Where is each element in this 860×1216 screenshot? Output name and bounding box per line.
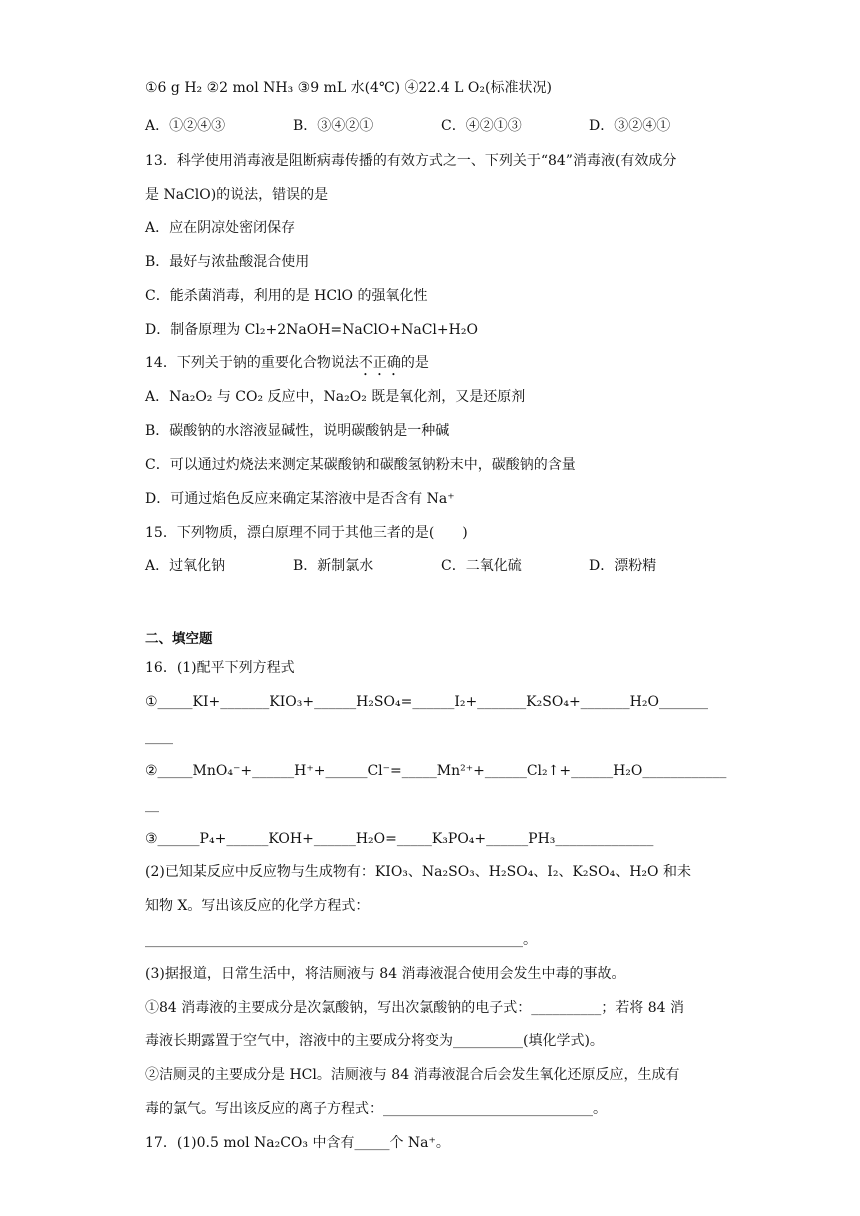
q13-option-a[interactable]: A．应在阴凉处密闭保存	[145, 220, 296, 236]
q13-stem-line2: 是 NaClO)的说法，错误的是	[145, 187, 329, 203]
q16-equation-1: ①_____KI+_______KIO₃+______H₂SO₄=______I₂+_______K₂SO₄+_______H₂O_______	[145, 694, 708, 710]
q14-option-d[interactable]: D．可通过焰色反应来确定某溶液中是否含有 Na⁺	[145, 491, 455, 507]
q13-stem-line1: 13．科学使用消毒液是阻断病毒传播的有效方式之一、下列关于“84”消毒液(有效成分	[145, 153, 677, 169]
q16-part3-b-line2: 毒的氯气。写出该反应的离子方程式：______________________________。	[145, 1101, 607, 1117]
q12-option-d[interactable]: D．③②④①	[589, 118, 671, 134]
q16-part2-line2: 知物 X。写出该反应的化学方程式：	[145, 898, 370, 914]
q16-part3-line1: (3)据报道，日常生活中，将洁厕液与 84 消毒液混合使用会发生中毒的事故。	[145, 966, 626, 982]
q14-stem-post: 的是	[400, 355, 429, 371]
section-heading-fill-in: 二、填空题	[145, 631, 213, 647]
q14-option-c[interactable]: C．可以通过灼烧法来测定某碳酸钠和碳酸氢钠粉末中，碳酸钠的含量	[145, 457, 576, 473]
q12-option-b[interactable]: B．③④②①	[293, 118, 374, 134]
q14-stem-emphasis: 不正确	[358, 355, 401, 371]
q13-option-b[interactable]: B．最好与浓盐酸混合使用	[145, 254, 310, 270]
q15-option-d[interactable]: D．漂粉精	[589, 558, 657, 574]
q17-line1: 17．(1)0.5 mol Na₂CO₃ 中含有_____个 Na⁺。	[145, 1135, 450, 1151]
q16-equation-3: ③______P₄+______KOH+______H₂O=_____K₃PO₄+______PH₃______________	[145, 831, 654, 847]
q16-equation-1-cont: ____	[145, 729, 173, 745]
q12-option-a[interactable]: A．①②④③	[145, 118, 226, 134]
q15-options	[145, 556, 705, 576]
q12-items: ①6 g H₂ ②2 mol NH₃ ③9 mL 水(4℃) ④22.4 L O₂(标准状况)	[145, 80, 552, 96]
q14-stem	[145, 353, 429, 379]
q16-part2-line1: (2)已知某反应中反应物与生成物有：KIO₃、Na₂SO₃、H₂SO₄、I₂、K₂SO₄、H₂O 和未	[145, 864, 691, 880]
q15-option-c[interactable]: C．二氧化硫	[441, 558, 522, 574]
q16-title: 16．(1)配平下列方程式	[145, 660, 295, 676]
q12-option-c[interactable]: C．④②①③	[441, 118, 522, 134]
q14-stem-pre: 14．下列关于钠的重要化合物说法	[145, 355, 359, 371]
q12-options	[145, 116, 705, 136]
q14-option-b[interactable]: B．碳酸钠的水溶液显碱性，说明碳酸钠是一种碱	[145, 423, 450, 439]
q13-option-d[interactable]: D．制备原理为 Cl₂+2NaOH=NaClO+NaCl+H₂O	[145, 322, 478, 338]
q16-part3-a-line1: ①84 消毒液的主要成分是次氯酸钠，写出次氯酸钠的电子式：__________；若将 84 消	[145, 1000, 684, 1016]
q16-part3-a-line2: 毒液长期露置于空气中，溶液中的主要成分将变为__________(填化学式)。	[145, 1033, 604, 1049]
q15-stem: 15．下列物质，漂白原理不同于其他三者的是( )	[145, 525, 468, 541]
q16-part2-answer-blank[interactable]: ______________________________________________________。	[145, 932, 537, 948]
q14-option-a[interactable]: A．Na₂O₂ 与 CO₂ 反应中，Na₂O₂ 既是氧化剂，又是还原剂	[145, 389, 526, 405]
q16-part3-b-line1: ②洁厕灵的主要成分是 HCl。洁厕液与 84 消毒液混合后会发生氧化还原反应，生成有	[145, 1067, 680, 1083]
q16-equation-2-cont: __	[145, 797, 159, 813]
q13-option-c[interactable]: C．能杀菌消毒，利用的是 HClO 的强氧化性	[145, 288, 428, 304]
q15-option-b[interactable]: B．新制氯水	[293, 558, 374, 574]
q15-option-a[interactable]: A．过氧化钠	[145, 558, 226, 574]
q16-equation-2: ②_____MnO₄⁻+______H⁺+______Cl⁻=_____Mn²⁺+______Cl₂↑+______H₂O____________	[145, 763, 727, 779]
